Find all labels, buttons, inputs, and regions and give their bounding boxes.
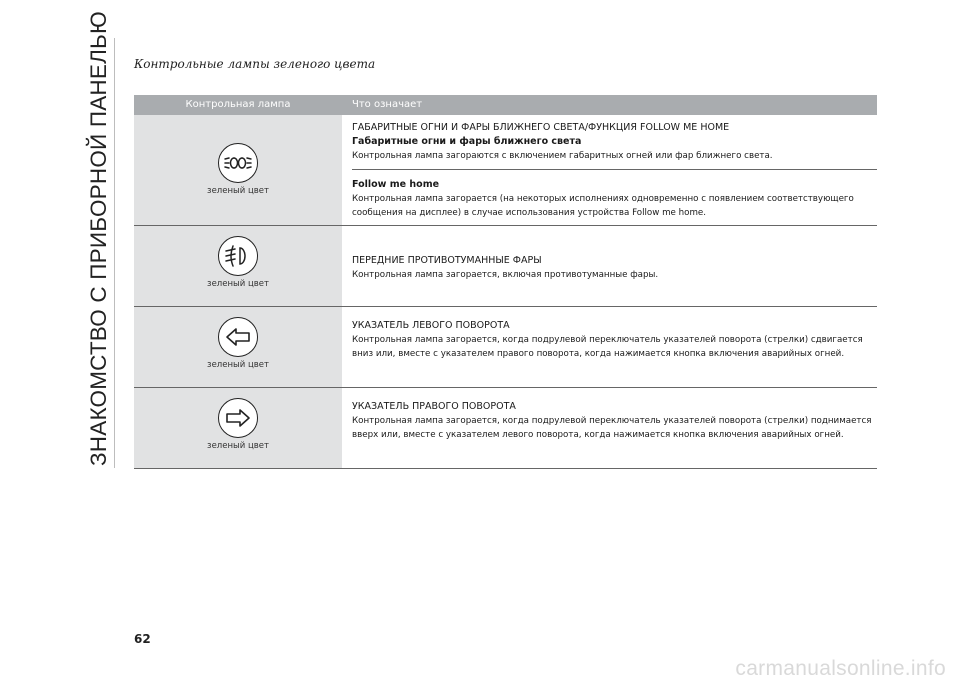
lamp-cell — [134, 226, 342, 306]
lamp-cell — [134, 307, 342, 387]
front-fog-lights-icon — [218, 236, 258, 276]
side-lights-low-beam-icon — [218, 143, 258, 183]
section-title: Контрольные лампы зеленого цвета — [134, 57, 376, 71]
lamp-cell — [134, 115, 342, 225]
entry-heading: УКАЗАТЕЛЬ ПРАВОГО ПОВОРОТА — [352, 401, 516, 412]
lamp-caption: зеленый цвет — [207, 441, 269, 451]
header-lamp: Контрольная лампа — [185, 99, 291, 110]
chapter-side-title: ЗНАКОМСТВО С ПРИБОРНОЙ ПАНЕЛЬЮ — [86, 11, 111, 466]
table-row — [134, 388, 877, 469]
entry-heading: ПЕРЕДНИЕ ПРОТИВОТУМАННЫЕ ФАРЫ — [352, 255, 542, 266]
lamp-cell — [134, 388, 342, 468]
watermark: carmanualsonline.info — [735, 657, 946, 680]
right-turn-arrow-icon — [218, 398, 258, 438]
meaning-cell — [342, 226, 877, 306]
entry-divider — [352, 169, 877, 170]
meaning-cell — [342, 388, 877, 468]
entry-subheading: Габаритные огни и фары ближнего света — [352, 136, 582, 147]
header-meaning: Что означает — [352, 99, 423, 110]
entry-text: Контрольная лампа загорается, включая противотуманные фары. — [352, 270, 659, 280]
entry-heading: УКАЗАТЕЛЬ ЛЕВОГО ПОВОРОТА — [352, 320, 510, 331]
entry-text: Контрольная лампа загорается, когда подрулевой переключатель указателей поворота (стрелки) сдвигается вниз или, вместе с указателем правого поворота, когда нажимается кнопка включения аварийных огней. — [352, 335, 863, 359]
lamp-caption: зеленый цвет — [207, 360, 269, 370]
side-rule — [114, 38, 115, 468]
left-turn-arrow-icon — [218, 317, 258, 357]
page-number: 62 — [134, 632, 151, 646]
warning-lamps-table — [134, 95, 877, 469]
entry-heading: ГАБАРИТНЫЕ ОГНИ И ФАРЫ БЛИЖНЕГО СВЕТА/ФУНКЦИЯ FOLLOW ME HOME — [352, 122, 730, 133]
table-row — [134, 307, 877, 388]
meaning-cell — [342, 307, 877, 387]
lamp-caption: зеленый цвет — [207, 186, 269, 196]
table-row — [134, 115, 877, 226]
lamp-caption: зеленый цвет — [207, 279, 269, 289]
table-header — [134, 95, 877, 115]
entry-subheading: Follow me home — [352, 179, 440, 190]
entry-text: Контрольная лампа загорается, когда подрулевой переключатель указателей поворота (стрелки) поднимается вверх или, вместе с указателем левого поворота, когда нажимается кнопка включения аварийных огней. — [352, 416, 872, 440]
table-row — [134, 226, 877, 307]
entry-text: Контрольная лампа загораются с включением габаритных огней или фар ближнего света. — [352, 151, 773, 161]
meaning-cell — [342, 115, 877, 225]
entry-text: Контрольная лампа загорается (на некоторых исполнениях одновременно с появлением соответствующего сообщения на дисплее) в случае использования устройства Follow me home. — [352, 194, 854, 218]
